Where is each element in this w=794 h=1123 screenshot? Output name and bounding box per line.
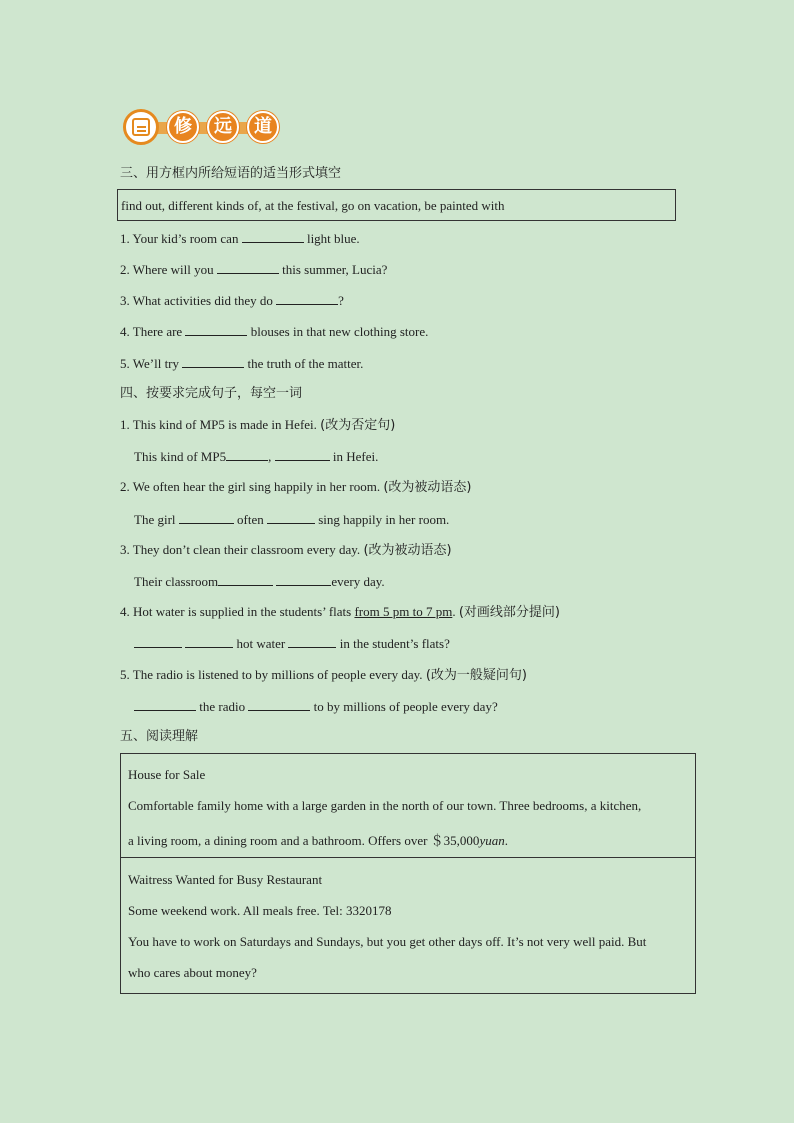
- answer-blank[interactable]: [134, 698, 196, 711]
- s4-a3: Their classroom every day.: [134, 574, 385, 589]
- answer-blank[interactable]: [275, 448, 330, 461]
- answer-blank[interactable]: [248, 698, 310, 711]
- s3-item-5: 5. We’ll try the truth of the matter.: [120, 356, 364, 371]
- answer-blank[interactable]: [134, 635, 182, 648]
- section-banner: [121, 105, 277, 149]
- answer-blank[interactable]: [185, 323, 247, 336]
- s3-item-2: 2. Where will you this summer, Lucia?: [120, 262, 388, 277]
- banner-char-1: 修: [167, 111, 199, 143]
- s3-item-3: 3. What activities did they do ?: [120, 293, 344, 308]
- ad1-line2: a living room, a dining room and a bathroom. Offers over ＄35,000yuan.: [128, 833, 508, 848]
- ad2-line2: You have to work on Saturdays and Sundays, but you get other days off. It’s not very well paid. But: [128, 934, 647, 949]
- s4-q5: 5. The radio is listened to by millions of people every day. (改为一般疑问句): [120, 667, 527, 683]
- answer-blank[interactable]: [288, 635, 336, 648]
- answer-blank[interactable]: [242, 230, 304, 243]
- s4-q3: 3. They don’t clean their classroom every day. (改为被动语态): [120, 542, 452, 558]
- phrase-box: [117, 189, 676, 221]
- s4-a2: The girl often sing happily in her room.: [134, 512, 450, 527]
- ad2-line1: Some weekend work. All meals free. Tel: 3320178: [128, 903, 392, 918]
- s4-a4: hot water in the student’s flats?: [134, 635, 450, 652]
- section3-title: 三、用方框内所给短语的适当形式填空: [120, 166, 342, 181]
- section4-title: 四、按要求完成句子，每空一词: [120, 386, 303, 401]
- s4-q2: 2. We often hear the girl sing happily in her room. (改为被动语态): [120, 479, 472, 495]
- banner-char-2: 远: [207, 111, 239, 143]
- ad1-line1: Comfortable family home with a large garden in the north of our town. Three bedrooms, a kitchen,: [128, 798, 642, 813]
- reading-box: [120, 753, 696, 994]
- section5-title: 五、阅读理解: [120, 729, 199, 744]
- answer-blank[interactable]: [218, 573, 273, 586]
- answer-blank[interactable]: [217, 261, 279, 274]
- ad2-line3: who cares about money?: [128, 965, 257, 980]
- ad-divider: [121, 857, 695, 858]
- answer-blank[interactable]: [185, 635, 233, 648]
- s4-a1: This kind of MP5 , in Hefei.: [134, 449, 379, 464]
- phrase-list: find out, different kinds of, at the festival, go on vacation, be painted with: [121, 198, 505, 213]
- answer-blank[interactable]: [276, 292, 338, 305]
- answer-blank[interactable]: [179, 511, 234, 524]
- s3-item-1: 1. Your kid’s room can light blue.: [120, 231, 360, 246]
- answer-blank[interactable]: [226, 448, 268, 461]
- s3-item-4: 4. There are blouses in that new clothing store.: [120, 324, 429, 339]
- answer-blank[interactable]: [267, 511, 315, 524]
- s4-q4: 4. Hot water is supplied in the students’ flats from 5 pm to 7 pm. (对画线部分提问): [120, 604, 560, 620]
- ad1-title: House for Sale: [128, 767, 206, 782]
- ad2-title: Waitress Wanted for Busy Restaurant: [128, 872, 323, 887]
- book-icon: [123, 109, 159, 145]
- answer-blank[interactable]: [276, 573, 331, 586]
- answer-blank[interactable]: [182, 355, 244, 368]
- banner-char-3: 道: [247, 111, 279, 143]
- s4-a5: the radio to by millions of people every day?: [134, 698, 498, 715]
- s4-q1: 1. This kind of MP5 is made in Hefei. (改为否定句): [120, 417, 396, 433]
